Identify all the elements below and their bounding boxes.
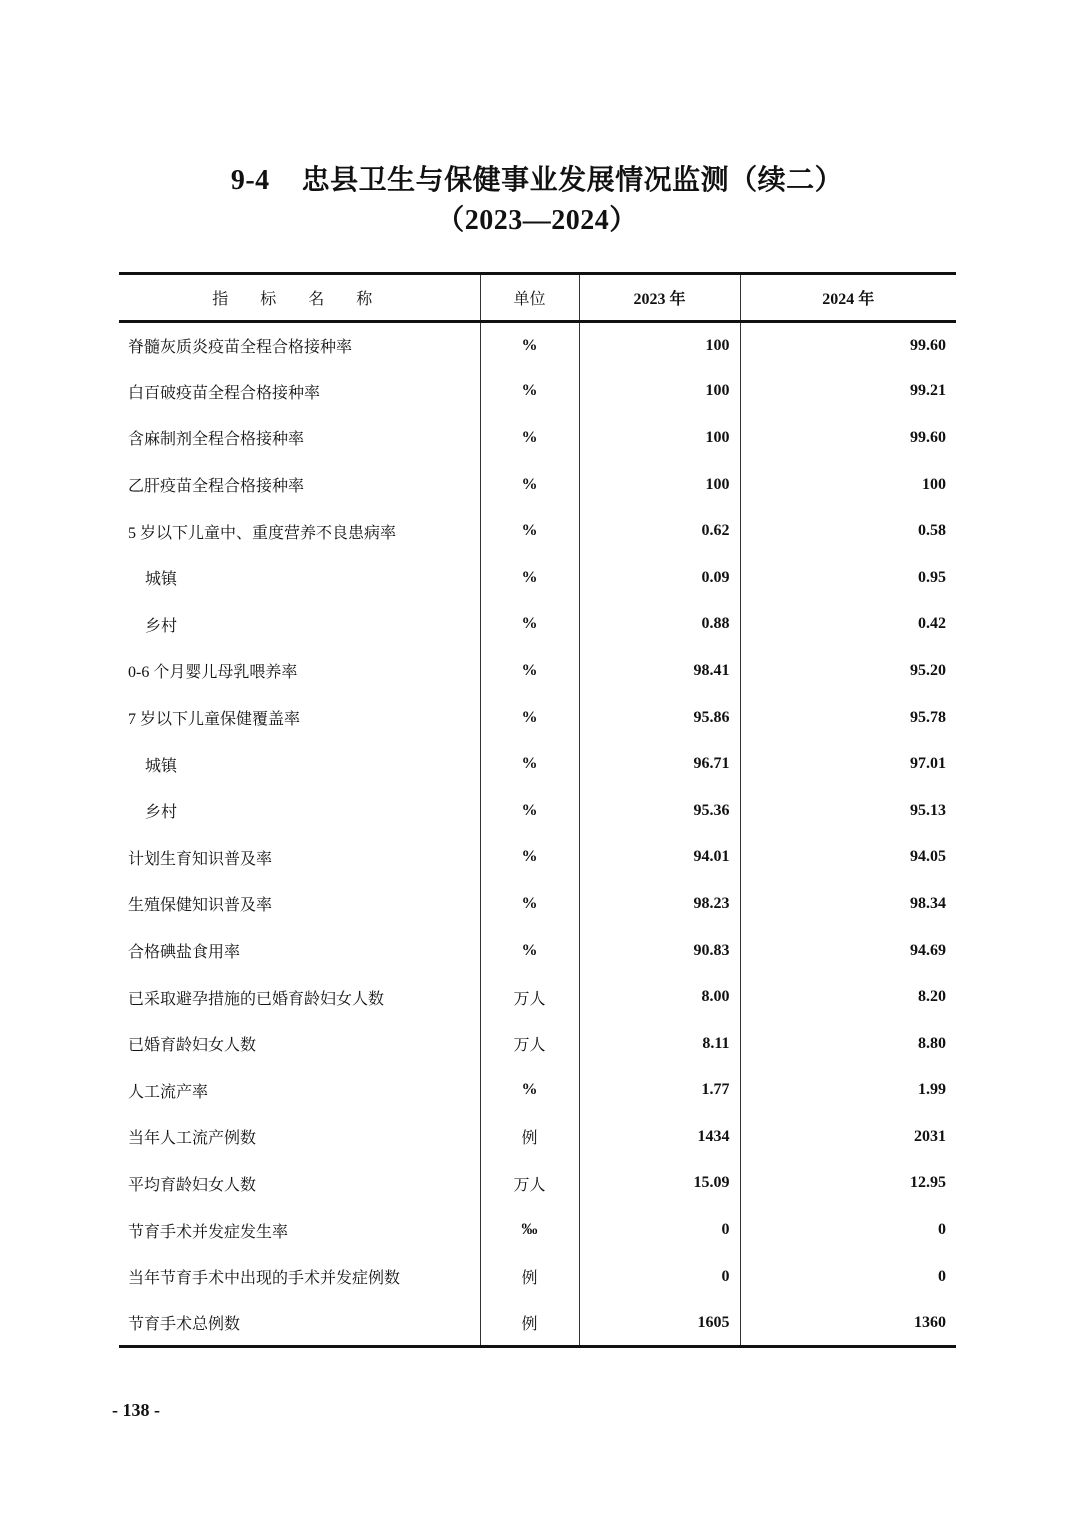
value-2024: 95.20 <box>740 648 956 695</box>
indicator-name: 计划生育知识普及率 <box>128 850 273 868</box>
value-2024: 0 <box>740 1253 956 1300</box>
indicator-name: 已婚育龄妇女人数 <box>128 1037 257 1055</box>
indicator-name: 城镇 <box>145 757 178 775</box>
unit: % <box>480 554 579 601</box>
value-2023: 8.00 <box>579 974 740 1021</box>
indicator-name: 当年人工流产例数 <box>128 1130 257 1148</box>
value-2024: 8.20 <box>740 974 956 1021</box>
value-2024: 94.69 <box>740 927 956 974</box>
unit: 万人 <box>480 1020 579 1067</box>
unit: ‰ <box>480 1207 579 1254</box>
table-row <box>119 554 956 601</box>
unit: % <box>480 368 579 415</box>
value-2023: 15.09 <box>579 1160 740 1207</box>
indicator-name: 白百破疫苗全程合格接种率 <box>128 384 321 402</box>
table-number: 9-4 <box>230 165 270 196</box>
table-row <box>119 927 956 974</box>
value-2024: 95.13 <box>740 787 956 834</box>
indicator-name: 0-6 个月婴儿母乳喂养率 <box>128 664 298 682</box>
page-title <box>0 158 1074 198</box>
unit: % <box>480 741 579 788</box>
unit: % <box>480 694 579 741</box>
header-year-2024: 2024 年 <box>740 274 956 322</box>
unit: % <box>480 601 579 648</box>
table-row <box>119 694 956 741</box>
table-row <box>119 1253 956 1300</box>
table-row <box>119 787 956 834</box>
value-2024: 99.21 <box>740 368 956 415</box>
table-row <box>119 322 956 369</box>
table-row <box>119 508 956 555</box>
unit: % <box>480 834 579 881</box>
unit: 例 <box>480 1300 579 1347</box>
table-row <box>119 1207 956 1254</box>
table-row <box>119 1020 956 1067</box>
table-row <box>119 461 956 508</box>
header-indicator-name: 指 标 名 称 <box>119 274 480 322</box>
value-2023: 0.09 <box>579 554 740 601</box>
value-2023: 100 <box>579 322 740 369</box>
value-2023: 96.71 <box>579 741 740 788</box>
value-2023: 100 <box>579 368 740 415</box>
header-year-2023: 2023 年 <box>579 274 740 322</box>
table-row <box>119 1067 956 1114</box>
table-row <box>119 1114 956 1161</box>
table-row <box>119 741 956 788</box>
table-row <box>119 601 956 648</box>
table-row <box>119 1300 956 1347</box>
data-table <box>119 272 956 1348</box>
value-2023: 94.01 <box>579 834 740 881</box>
unit: % <box>480 461 579 508</box>
value-2023: 0 <box>579 1253 740 1300</box>
table-row <box>119 368 956 415</box>
value-2023: 8.11 <box>579 1020 740 1067</box>
value-2023: 100 <box>579 415 740 462</box>
unit: % <box>480 1067 579 1114</box>
unit: 万人 <box>480 1160 579 1207</box>
indicator-name: 5 岁以下儿童中、重度营养不良患病率 <box>128 524 397 542</box>
table-row <box>119 974 956 1021</box>
value-2024: 0.95 <box>740 554 956 601</box>
unit: 例 <box>480 1253 579 1300</box>
indicator-name: 已采取避孕措施的已婚育龄妇女人数 <box>128 990 385 1008</box>
indicator-name: 节育手术并发症发生率 <box>128 1223 289 1241</box>
value-2024: 95.78 <box>740 694 956 741</box>
indicator-name: 脊髓灰质炎疫苗全程合格接种率 <box>128 339 353 357</box>
indicator-name: 平均育龄妇女人数 <box>128 1176 257 1194</box>
indicator-name: 人工流产率 <box>128 1083 209 1101</box>
unit: % <box>480 415 579 462</box>
unit: % <box>480 881 579 928</box>
value-2024: 0.58 <box>740 508 956 555</box>
value-2023: 98.41 <box>579 648 740 695</box>
indicator-name: 乡村 <box>145 617 178 635</box>
page-number: - 138 - <box>112 1400 160 1420</box>
value-2024: 1360 <box>740 1300 956 1347</box>
indicator-name: 乡村 <box>145 804 178 822</box>
value-2024: 12.95 <box>740 1160 956 1207</box>
indicator-name: 含麻制剂全程合格接种率 <box>128 431 305 449</box>
table-row <box>119 415 956 462</box>
title-years: （2023—2024） <box>436 205 638 236</box>
value-2024: 8.80 <box>740 1020 956 1067</box>
value-2024: 94.05 <box>740 834 956 881</box>
unit: % <box>480 927 579 974</box>
value-2024: 99.60 <box>740 415 956 462</box>
title-text: 忠县卫生与保健事业发展情况监测（续二） <box>301 165 844 196</box>
value-2024: 1.99 <box>740 1067 956 1114</box>
value-2023: 0.88 <box>579 601 740 648</box>
indicator-name: 7 岁以下儿童保健覆盖率 <box>128 711 301 729</box>
table-row <box>119 881 956 928</box>
value-2023: 1434 <box>579 1114 740 1161</box>
unit: % <box>480 648 579 695</box>
value-2023: 90.83 <box>579 927 740 974</box>
table-row <box>119 834 956 881</box>
indicator-name: 乙肝疫苗全程合格接种率 <box>128 478 305 496</box>
value-2024: 0.42 <box>740 601 956 648</box>
unit: % <box>480 508 579 555</box>
value-2024: 97.01 <box>740 741 956 788</box>
indicator-name: 城镇 <box>145 571 178 589</box>
table-row <box>119 648 956 695</box>
indicator-name: 生殖保健知识普及率 <box>128 897 273 915</box>
indicator-name: 当年节育手术中出现的手术并发症例数 <box>128 1270 401 1288</box>
unit: % <box>480 322 579 369</box>
value-2023: 95.36 <box>579 787 740 834</box>
value-2023: 0 <box>579 1207 740 1254</box>
header-unit: 单位 <box>480 274 579 322</box>
value-2024: 2031 <box>740 1114 956 1161</box>
indicator-name: 节育手术总例数 <box>119 1300 480 1347</box>
header-row <box>119 274 956 322</box>
indicator-name: 合格碘盐食用率 <box>128 944 241 962</box>
value-2024: 99.60 <box>740 322 956 369</box>
unit: 例 <box>480 1114 579 1161</box>
unit: % <box>480 787 579 834</box>
value-2023: 98.23 <box>579 881 740 928</box>
value-2023: 100 <box>579 461 740 508</box>
value-2023: 1605 <box>579 1300 740 1347</box>
unit: 万人 <box>480 974 579 1021</box>
value-2023: 95.86 <box>579 694 740 741</box>
value-2024: 0 <box>740 1207 956 1254</box>
table-row <box>119 1160 956 1207</box>
value-2023: 0.62 <box>579 508 740 555</box>
value-2024: 98.34 <box>740 881 956 928</box>
value-2023: 1.77 <box>579 1067 740 1114</box>
value-2024: 100 <box>740 461 956 508</box>
